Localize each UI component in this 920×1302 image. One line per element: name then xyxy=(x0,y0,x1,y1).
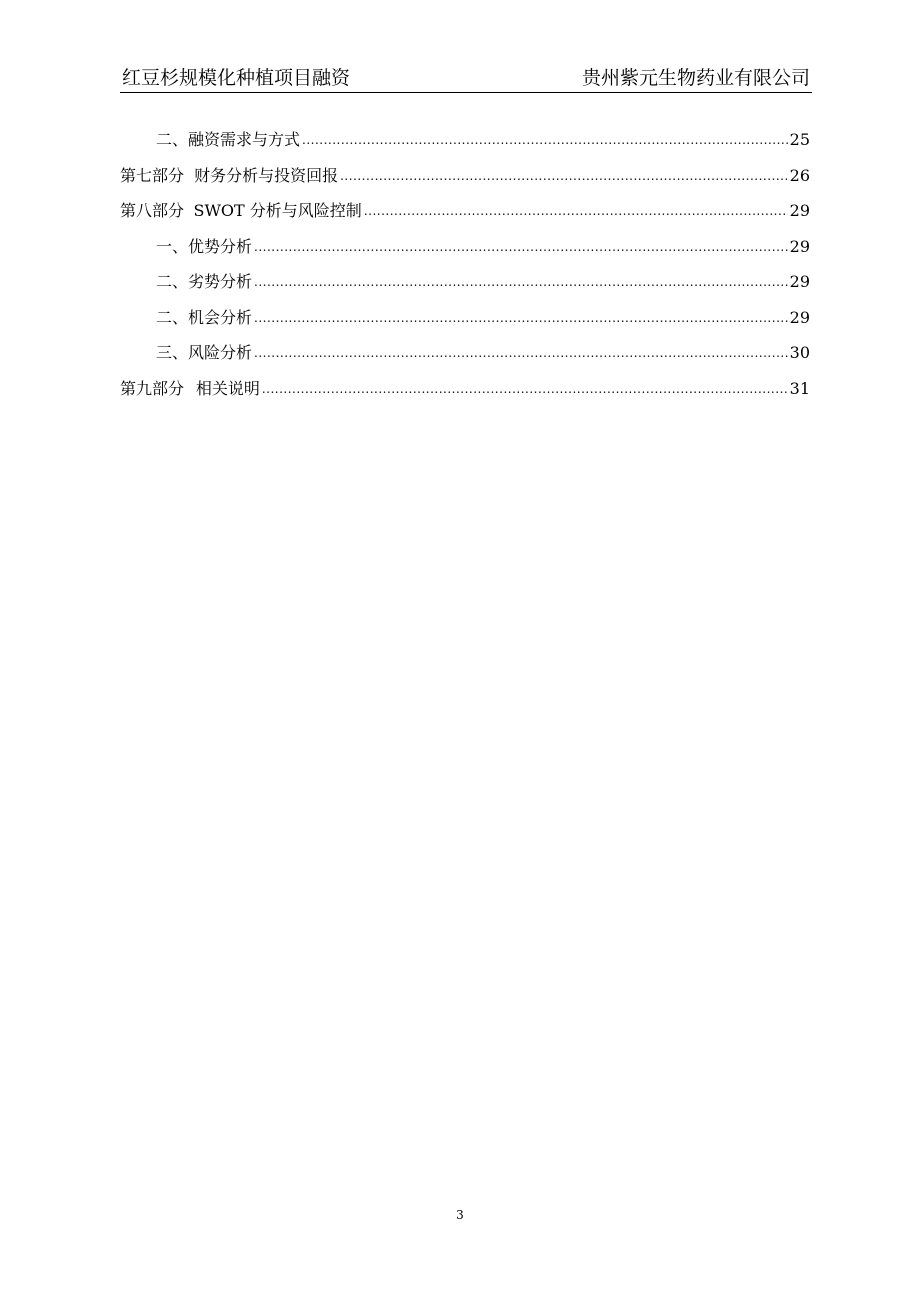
toc-entry-title: 二、机会分析 xyxy=(156,307,253,327)
toc-entry-title: 二、融资需求与方式 xyxy=(156,130,301,149)
toc-dot-leader xyxy=(364,192,788,230)
toc-entry-page: 29 xyxy=(789,201,810,220)
toc-entry[interactable] xyxy=(120,371,810,407)
toc-entry-page: 29 xyxy=(789,236,810,256)
toc-entry[interactable] xyxy=(120,300,810,336)
toc-entry-title: 财务分析与投资回报 xyxy=(194,165,339,185)
toc-entry[interactable] xyxy=(120,264,810,300)
toc-dot-leader xyxy=(254,334,788,372)
toc-entry-page: 26 xyxy=(789,165,810,185)
toc-dot-leader xyxy=(340,157,788,195)
toc-dot-leader xyxy=(254,228,788,266)
toc-entry-title: 一、优势分析 xyxy=(156,236,253,256)
toc-entry-part: 第七部分 xyxy=(120,165,185,185)
toc-entry-page: 31 xyxy=(789,378,810,398)
toc-entry[interactable] xyxy=(120,335,810,371)
toc-entry-title: SWOT 分析与风险控制 xyxy=(193,201,362,220)
page-header xyxy=(120,64,812,93)
toc-entry-page: 29 xyxy=(789,307,810,327)
toc-dot-leader xyxy=(302,121,788,159)
header-project-title: 红豆杉规模化种植项目融资 xyxy=(122,67,351,89)
toc-entry-title: 三、风险分析 xyxy=(156,343,253,362)
table-of-contents xyxy=(120,122,810,406)
toc-entry[interactable] xyxy=(120,229,810,265)
toc-entry-page: 29 xyxy=(789,272,810,291)
toc-dot-leader xyxy=(262,370,788,408)
toc-entry[interactable] xyxy=(120,193,810,229)
toc-entry-part: 第八部分 xyxy=(120,201,185,220)
toc-entry-page: 25 xyxy=(789,130,810,149)
toc-entry-title: 相关说明 xyxy=(195,378,260,398)
header-company-name: 贵州紫元生物药业有限公司 xyxy=(581,67,810,89)
toc-entry-title: 二、劣势分析 xyxy=(156,272,253,291)
toc-entry[interactable] xyxy=(120,122,810,158)
toc-dot-leader xyxy=(254,263,788,301)
page-number: 3 xyxy=(456,1208,464,1222)
toc-entry[interactable] xyxy=(120,158,810,194)
toc-entry-page: 30 xyxy=(789,343,810,362)
toc-entry-part: 第九部分 xyxy=(120,378,185,398)
toc-dot-leader xyxy=(254,299,788,337)
